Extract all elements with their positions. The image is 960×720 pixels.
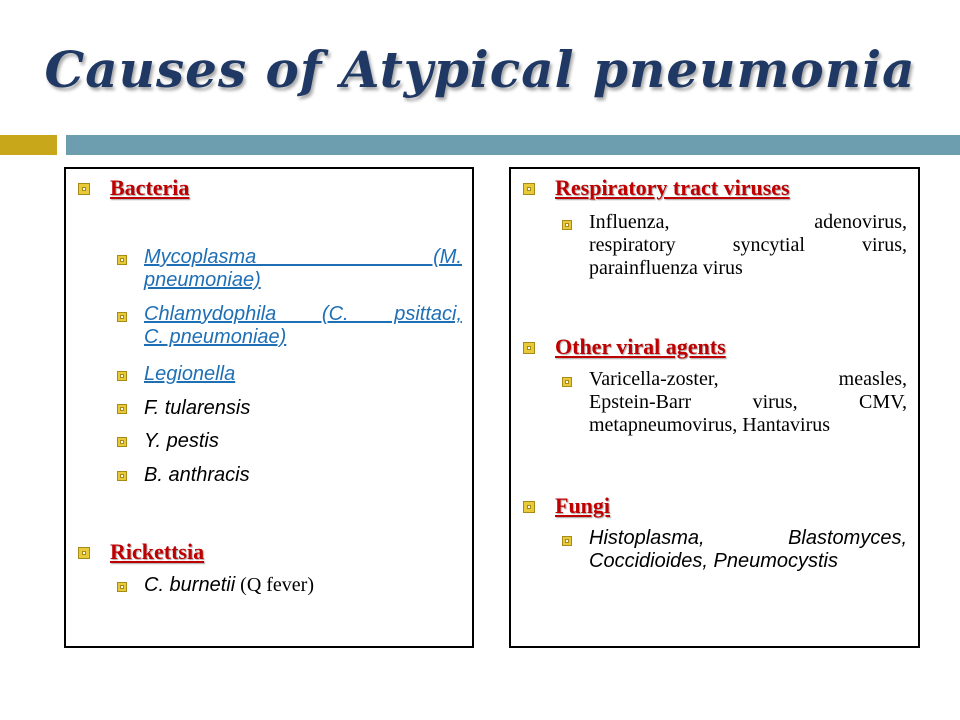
item-line: Chlamydophila (C. psittaci, <box>144 303 462 325</box>
square-bullet-icon <box>117 437 127 447</box>
item-b-anthracis: B. anthracis <box>144 464 250 486</box>
square-bullet-icon <box>78 547 90 559</box>
square-bullet-icon <box>117 582 127 592</box>
heading-other-viral-agents: Other viral agents <box>555 334 726 359</box>
heading-respiratory-viruses: Respiratory tract viruses <box>555 175 790 200</box>
item-f-tularensis: F. tularensis <box>144 397 251 419</box>
item-line: Mycoplasma (M. <box>144 246 462 268</box>
square-bullet-icon <box>562 220 572 230</box>
bacteria-panel <box>64 167 474 648</box>
page-title: Causes of Atypical pneumonia <box>44 40 916 99</box>
item-fungi <box>589 527 907 573</box>
item-line: Influenza, adenovirus, <box>589 211 907 233</box>
item-line: pneumoniae) <box>144 269 261 291</box>
heading-fungi: Fungi <box>555 493 611 518</box>
item-line: Histoplasma, Blastomyces, <box>589 527 907 549</box>
square-bullet-icon <box>523 501 535 513</box>
heading-bacteria: Bacteria <box>110 175 190 200</box>
item-line: C. pneumoniae) <box>144 326 287 348</box>
viruses-fungi-panel <box>509 167 920 648</box>
item-line: parainfluenza virus <box>589 257 743 279</box>
item-line: metapneumovirus, Hantavirus <box>589 414 831 436</box>
item-respiratory-viruses <box>589 211 907 280</box>
square-bullet-icon <box>117 312 127 322</box>
square-bullet-icon <box>78 183 90 195</box>
item-line: respiratory syncytial virus, <box>589 234 907 256</box>
square-bullet-icon <box>117 255 127 265</box>
square-bullet-icon <box>117 471 127 481</box>
item-c-burnetii-note: (Q fever) <box>235 574 314 596</box>
item-y-pestis: Y. pestis <box>144 430 219 452</box>
item-other-viral-agents <box>589 368 907 437</box>
square-bullet-icon <box>117 404 127 414</box>
square-bullet-icon <box>562 377 572 387</box>
accent-bar-gold <box>0 135 57 155</box>
square-bullet-icon <box>117 371 127 381</box>
link-mycoplasma[interactable] <box>144 246 462 292</box>
item-line: Coccidioides, Pneumocystis <box>589 550 838 572</box>
square-bullet-icon <box>562 536 572 546</box>
link-chlamydophila[interactable] <box>144 303 462 349</box>
item-c-burnetii <box>144 574 314 597</box>
heading-rickettsia: Rickettsia <box>110 539 205 564</box>
accent-bar-teal <box>66 135 960 155</box>
item-line: Epstein-Barr virus, CMV, <box>589 391 907 413</box>
item-c-burnetii-name: C. burnetii <box>144 574 236 596</box>
square-bullet-icon <box>523 183 535 195</box>
link-legionella[interactable]: Legionella <box>144 363 236 385</box>
item-line: Varicella-zoster, measles, <box>589 368 907 390</box>
square-bullet-icon <box>523 342 535 354</box>
